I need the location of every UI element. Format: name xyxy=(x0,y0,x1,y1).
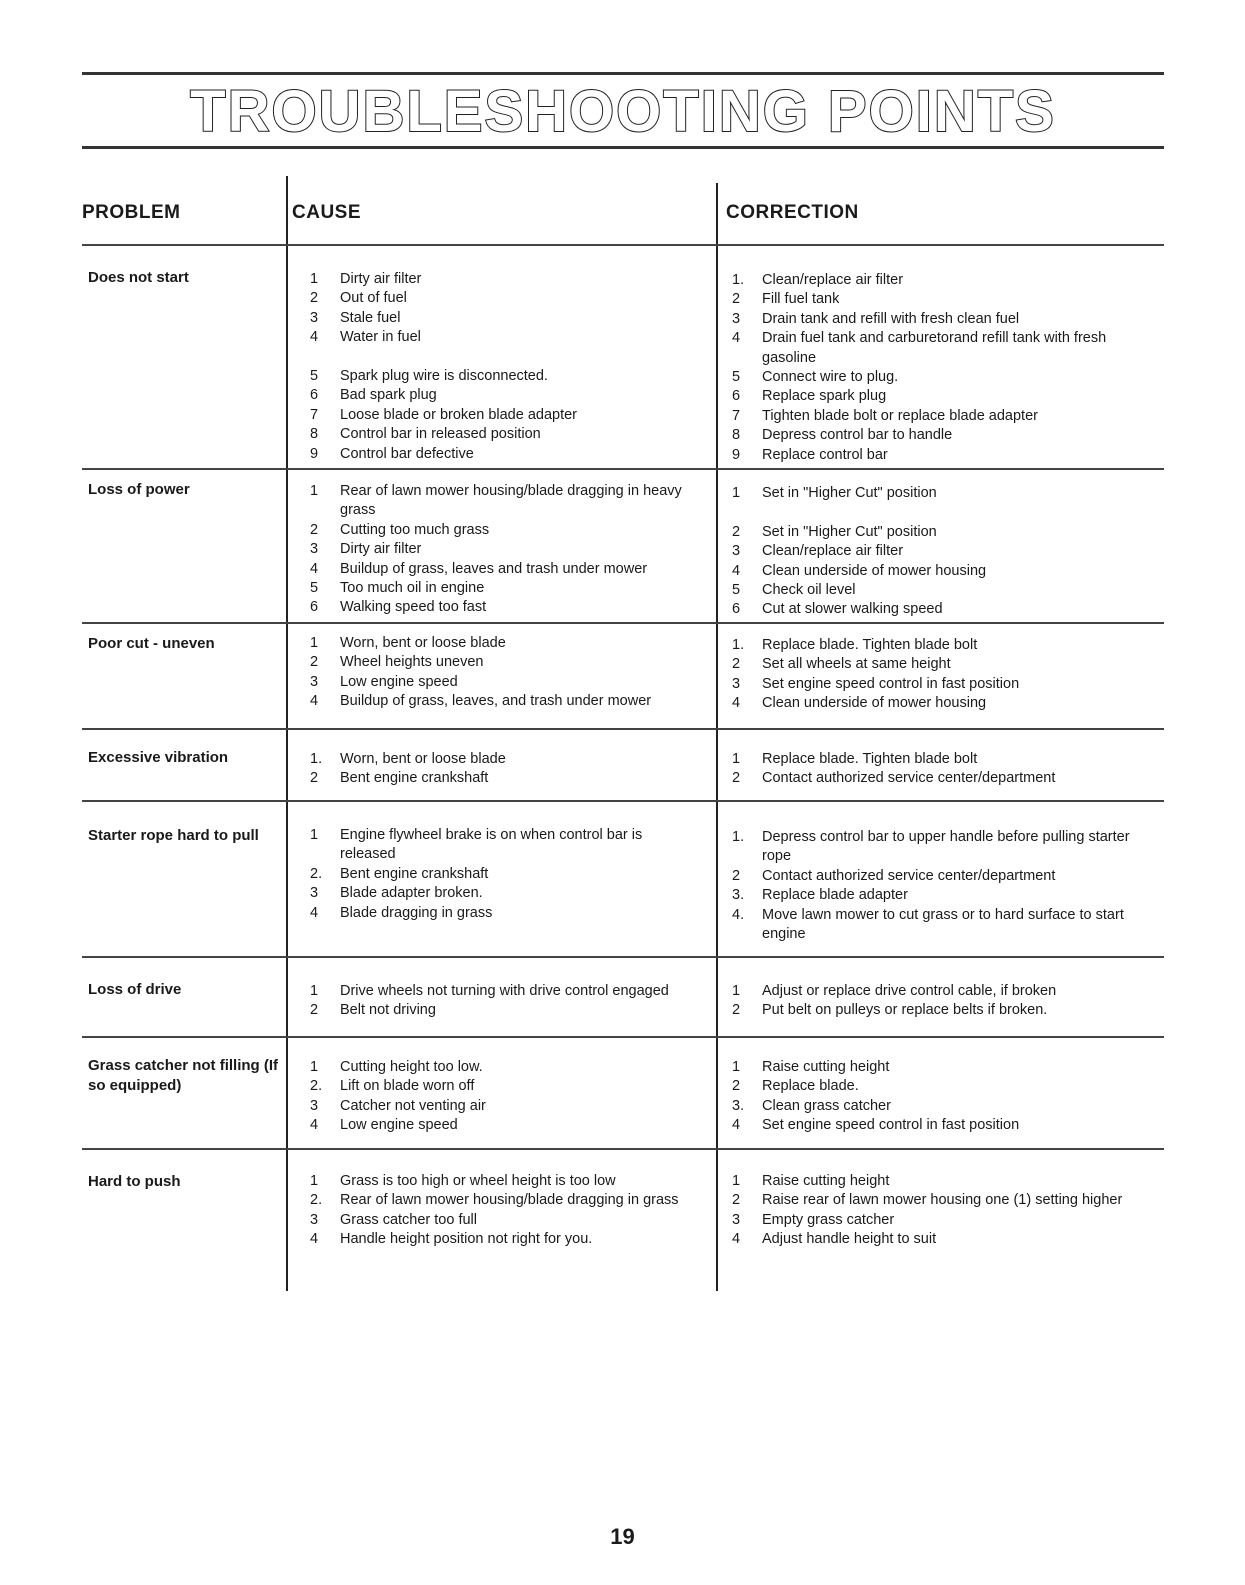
cause-item xyxy=(290,540,695,559)
item-number: 2. xyxy=(310,865,323,882)
item-number: 1 xyxy=(310,271,319,287)
correction-item xyxy=(712,1172,1152,1191)
item-text: Set engine speed control in fast position xyxy=(762,675,1020,692)
item-text: Connect wire to plug. xyxy=(762,369,899,386)
item-number: 3 xyxy=(732,1211,741,1228)
item-text: Bent engine crankshaft xyxy=(340,865,489,882)
cause-item xyxy=(290,1172,695,1191)
correction-list xyxy=(712,1058,1152,1136)
cause-item xyxy=(290,1097,695,1116)
item-number: 3. xyxy=(732,887,745,904)
item-text: Dirty air filter xyxy=(340,541,422,558)
item-number: 4 xyxy=(732,562,741,579)
header-cause: CAUSE xyxy=(292,202,362,223)
item-text: Clean underside of mower housing xyxy=(762,562,987,579)
item-text: Set engine speed control in fast position xyxy=(762,1117,1020,1134)
cause-item xyxy=(290,309,695,328)
correction-item xyxy=(712,562,1152,581)
cause-item xyxy=(290,1116,695,1135)
cause-item xyxy=(290,289,695,308)
item-number: 6 xyxy=(732,388,741,405)
item-number: 6 xyxy=(310,599,319,616)
item-text: Contact authorized service center/department xyxy=(762,770,1056,787)
page-title: TROUBLESHOOTING POINTS xyxy=(190,79,1056,144)
item-number: 1 xyxy=(310,635,319,651)
correction-item xyxy=(712,542,1152,561)
item-text: Stale fuel xyxy=(340,309,401,326)
item-number xyxy=(290,348,340,367)
item-text: Replace blade. Tighten blade bolt xyxy=(762,637,978,653)
item-number: 5 xyxy=(732,369,741,386)
item-number: 4. xyxy=(732,906,745,923)
correction-item xyxy=(712,769,1152,788)
item-text: Bent engine crankshaft xyxy=(340,770,489,787)
problem-label: Poor cut - uneven xyxy=(88,635,215,652)
correction-list xyxy=(712,828,1152,944)
item-text: Put belt on pulleys or replace belts if broken. xyxy=(762,1002,1048,1019)
item-text: Handle height position not right for you. xyxy=(340,1231,593,1248)
item-text: Contact authorized service center/department xyxy=(762,867,1056,884)
title-top-rule xyxy=(82,72,1164,75)
item-number: 2 xyxy=(732,1002,741,1019)
item-number: 3 xyxy=(310,885,319,902)
cause-list xyxy=(290,750,695,789)
row-divider xyxy=(82,728,1164,730)
correction-item xyxy=(712,1191,1152,1210)
cause-item xyxy=(290,653,695,672)
item-text: Clean/replace air filter xyxy=(762,272,904,288)
cause-item xyxy=(290,367,695,386)
row-divider xyxy=(82,622,1164,624)
item-text: Low engine speed xyxy=(340,673,458,690)
correction-item xyxy=(712,484,1152,503)
item-text: Walking speed too fast xyxy=(340,599,487,616)
item-text: Move lawn mower to cut grass or to hard surface to start engine xyxy=(762,906,1124,943)
item-text: Out of fuel xyxy=(340,290,407,307)
item-number: 2. xyxy=(310,1192,323,1209)
item-number: 1 xyxy=(732,485,741,501)
item-text: Drive wheels not turning with drive control engaged xyxy=(340,983,669,999)
correction-item xyxy=(712,636,1152,655)
item-text: Replace control bar xyxy=(762,446,888,463)
cause-item xyxy=(290,579,695,598)
cause-item xyxy=(290,560,695,579)
title-bottom-rule xyxy=(82,146,1164,149)
correction-item xyxy=(712,426,1152,445)
item-text: Adjust or replace drive control cable, if broken xyxy=(762,983,1057,999)
problem-label: Starter rope hard to pull xyxy=(88,827,259,844)
correction-list xyxy=(712,636,1152,714)
item-text: Cutting too much grass xyxy=(340,521,490,538)
cause-item xyxy=(290,406,695,425)
item-text: Wheel heights uneven xyxy=(340,654,484,671)
item-text: Replace blade adapter xyxy=(762,887,908,904)
cause-item xyxy=(290,348,695,367)
row-divider xyxy=(82,1148,1164,1150)
correction-item xyxy=(712,906,1152,945)
item-number: 1. xyxy=(732,637,745,653)
item-number: 1 xyxy=(310,1059,319,1075)
correction-item xyxy=(712,600,1152,619)
correction-item xyxy=(712,310,1152,329)
problem-label: Grass catcher not filling (If so equipped) xyxy=(88,1057,279,1094)
item-text: Rear of lawn mower housing/blade dragging in heavy grass xyxy=(340,483,682,519)
row-divider xyxy=(82,956,1164,958)
cause-list xyxy=(290,1058,695,1136)
item-number: 1. xyxy=(310,751,323,767)
item-number: 4 xyxy=(310,329,319,346)
item-number xyxy=(712,503,762,522)
item-text: Replace blade. Tighten blade bolt xyxy=(762,751,978,767)
correction-item xyxy=(712,387,1152,406)
item-text: Grass is too high or wheel height is too low xyxy=(340,1173,616,1189)
cause-item xyxy=(290,692,695,711)
correction-item xyxy=(712,867,1152,886)
correction-list xyxy=(712,271,1152,465)
item-number: 1 xyxy=(732,1173,741,1189)
item-text: Control bar in released position xyxy=(340,426,541,443)
problem-label: Hard to push xyxy=(88,1173,181,1190)
item-text: Blade dragging in grass xyxy=(340,904,493,921)
item-number: 8 xyxy=(310,426,319,443)
item-number: 2 xyxy=(310,770,319,787)
item-number: 4 xyxy=(732,330,741,347)
item-number: 3 xyxy=(310,309,319,326)
correction-list xyxy=(712,484,1152,620)
item-text: Cut at slower walking speed xyxy=(762,601,943,618)
cause-list xyxy=(290,634,695,712)
item-text: Low engine speed xyxy=(340,1117,458,1134)
item-text: Drain fuel tank and carburetorand refill tank with fresh gasoline xyxy=(762,330,1107,366)
item-text: Depress control bar to handle xyxy=(762,427,953,444)
item-text: Bad spark plug xyxy=(340,387,437,404)
item-number: 2 xyxy=(732,1192,741,1209)
item-number: 9 xyxy=(310,445,319,462)
correction-item xyxy=(712,329,1152,368)
item-text: Worn, bent or loose blade xyxy=(340,751,506,767)
item-text: Fill fuel tank xyxy=(762,291,840,308)
correction-item xyxy=(712,675,1152,694)
item-number: 4 xyxy=(732,1231,741,1248)
correction-item xyxy=(712,446,1152,465)
item-text: Raise cutting height xyxy=(762,1173,890,1189)
problem-label: Loss of power xyxy=(88,481,190,498)
cause-item xyxy=(290,1191,695,1210)
item-number: 2 xyxy=(732,656,741,673)
item-number: 4 xyxy=(732,695,741,712)
item-number: 8 xyxy=(732,427,741,444)
header-correction: CORRECTION xyxy=(726,202,859,223)
item-number: 5 xyxy=(310,580,319,597)
item-text: Too much oil in engine xyxy=(340,580,485,597)
item-number: 3 xyxy=(310,541,319,558)
item-number: 2 xyxy=(310,521,319,538)
cause-item xyxy=(290,826,695,865)
item-text: Buildup of grass, leaves, and trash under mower xyxy=(340,693,652,710)
item-number: 3 xyxy=(310,1211,319,1228)
correction-item xyxy=(712,1097,1152,1116)
cause-item xyxy=(290,270,695,289)
item-number: 9 xyxy=(732,446,741,463)
cause-item xyxy=(290,884,695,903)
correction-item xyxy=(712,1230,1152,1249)
cause-item xyxy=(290,1077,695,1096)
cause-list xyxy=(290,826,695,923)
item-number: 1 xyxy=(732,983,741,999)
cause-item xyxy=(290,598,695,617)
item-text: Raise rear of lawn mower housing one (1) setting higher xyxy=(762,1192,1123,1209)
correction-item xyxy=(712,290,1152,309)
cause-item xyxy=(290,1211,695,1230)
cause-item xyxy=(290,328,695,347)
cause-item xyxy=(290,982,695,1001)
item-text: Loose blade or broken blade adapter xyxy=(340,406,578,423)
item-text: Grass catcher too full xyxy=(340,1211,477,1228)
item-text: Tighten blade bolt or replace blade adapter xyxy=(762,407,1038,424)
header-divider xyxy=(82,244,1164,246)
item-text: Set in "Higher Cut" position xyxy=(762,523,937,540)
correction-list xyxy=(712,750,1152,789)
item-number: 5 xyxy=(310,368,319,385)
correction-item xyxy=(712,655,1152,674)
item-text xyxy=(762,503,1152,522)
correction-item xyxy=(712,886,1152,905)
item-text: Clean underside of mower housing xyxy=(762,695,987,712)
correction-item xyxy=(712,1058,1152,1077)
cause-list xyxy=(290,1172,695,1250)
item-number: 3. xyxy=(732,1097,745,1114)
item-number: 1 xyxy=(310,483,319,499)
cause-item xyxy=(290,769,695,788)
correction-item xyxy=(712,750,1152,769)
item-number: 3 xyxy=(732,675,741,692)
cause-item xyxy=(290,1001,695,1020)
item-text: Water in fuel xyxy=(340,329,421,346)
correction-item xyxy=(712,368,1152,387)
item-text: Check oil level xyxy=(762,582,856,599)
item-text: Clean/replace air filter xyxy=(762,543,904,560)
item-text: Catcher not venting air xyxy=(340,1097,486,1114)
item-text: Replace spark plug xyxy=(762,388,887,405)
item-number: 1 xyxy=(732,751,741,767)
cause-item xyxy=(290,386,695,405)
item-number: 4 xyxy=(310,904,319,921)
item-text: Spark plug wire is disconnected. xyxy=(340,368,548,385)
item-number: 6 xyxy=(310,387,319,404)
correction-item xyxy=(712,271,1152,290)
item-text: Rear of lawn mower housing/blade dragging in grass xyxy=(340,1192,679,1209)
correction-item xyxy=(712,1077,1152,1096)
item-number: 4 xyxy=(732,1117,741,1134)
item-number: 4 xyxy=(310,693,319,710)
item-number: 2 xyxy=(310,654,319,671)
item-number: 2 xyxy=(732,523,741,540)
correction-item xyxy=(712,694,1152,713)
cause-list xyxy=(290,270,695,464)
correction-item xyxy=(712,982,1152,1001)
problem-label: Excessive vibration xyxy=(88,749,229,766)
cause-item xyxy=(290,521,695,540)
item-text: Dirty air filter xyxy=(340,271,422,287)
item-number: 7 xyxy=(732,407,741,424)
correction-item xyxy=(712,523,1152,542)
item-text: Empty grass catcher xyxy=(762,1211,895,1228)
cause-item xyxy=(290,425,695,444)
item-text: Buildup of grass, leaves and trash under mower xyxy=(340,560,648,577)
item-text: Lift on blade worn off xyxy=(340,1078,475,1095)
header-problem: PROBLEM xyxy=(82,202,181,223)
item-number: 4 xyxy=(310,1231,319,1248)
correction-item xyxy=(712,828,1152,867)
item-number: 2 xyxy=(732,770,741,787)
item-text: Blade adapter broken. xyxy=(340,885,483,902)
item-number: 4 xyxy=(310,1117,319,1134)
correction-list xyxy=(712,982,1152,1021)
correction-item xyxy=(712,1001,1152,1020)
cause-item xyxy=(290,904,695,923)
item-text: Belt not driving xyxy=(340,1002,436,1019)
item-number: 2 xyxy=(732,1078,741,1095)
item-number: 2 xyxy=(310,290,319,307)
item-text: Set in "Higher Cut" position xyxy=(762,485,937,501)
problem-label: Loss of drive xyxy=(88,981,182,998)
item-number: 1. xyxy=(732,829,745,845)
item-number: 3 xyxy=(310,673,319,690)
correction-item xyxy=(712,581,1152,600)
cause-item xyxy=(290,865,695,884)
item-number: 2. xyxy=(310,1078,323,1095)
item-text: Replace blade. xyxy=(762,1078,859,1095)
column-divider-cause xyxy=(286,176,288,1291)
cause-item xyxy=(290,482,695,521)
item-number: 3 xyxy=(732,310,741,327)
item-text: Control bar defective xyxy=(340,445,474,462)
item-number: 2 xyxy=(732,291,741,308)
item-number: 1. xyxy=(732,272,745,288)
cause-item xyxy=(290,673,695,692)
item-text: Set all wheels at same height xyxy=(762,656,951,673)
item-number: 4 xyxy=(310,560,319,577)
item-text: Raise cutting height xyxy=(762,1059,890,1075)
item-text: Adjust handle height to suit xyxy=(762,1231,937,1248)
item-number: 2 xyxy=(732,867,741,884)
correction-item xyxy=(712,1211,1152,1230)
problem-label: Does not start xyxy=(88,269,189,286)
item-text: Worn, bent or loose blade xyxy=(340,635,506,651)
item-number: 1 xyxy=(310,827,319,843)
page-number: 19 xyxy=(610,1524,635,1549)
item-text xyxy=(340,348,695,367)
item-number: 2 xyxy=(310,1002,319,1019)
row-divider xyxy=(82,800,1164,802)
cause-list xyxy=(290,982,695,1021)
correction-item xyxy=(712,503,1152,522)
item-text: Clean grass catcher xyxy=(762,1097,891,1114)
cause-item xyxy=(290,1058,695,1077)
item-text: Drain tank and refill with fresh clean fuel xyxy=(762,310,1020,327)
item-number: 6 xyxy=(732,601,741,618)
item-text: Engine flywheel brake is on when control bar is released xyxy=(340,827,643,863)
cause-item xyxy=(290,750,695,769)
item-number: 1 xyxy=(310,983,319,999)
item-number: 3 xyxy=(732,543,741,560)
cause-item xyxy=(290,634,695,653)
item-text: Depress control bar to upper handle before pulling starter rope xyxy=(762,829,1130,865)
correction-item xyxy=(712,407,1152,426)
correction-list xyxy=(712,1172,1152,1250)
correction-item xyxy=(712,1116,1152,1135)
row-divider xyxy=(82,468,1164,470)
item-number: 1 xyxy=(732,1059,741,1075)
cause-list xyxy=(290,482,695,618)
item-number: 5 xyxy=(732,582,741,599)
row-divider xyxy=(82,1036,1164,1038)
cause-item xyxy=(290,445,695,464)
item-number: 1 xyxy=(310,1173,319,1189)
cause-item xyxy=(290,1230,695,1249)
item-text: Cutting height too low. xyxy=(340,1059,483,1075)
item-number: 3 xyxy=(310,1097,319,1114)
item-number: 7 xyxy=(310,406,319,423)
